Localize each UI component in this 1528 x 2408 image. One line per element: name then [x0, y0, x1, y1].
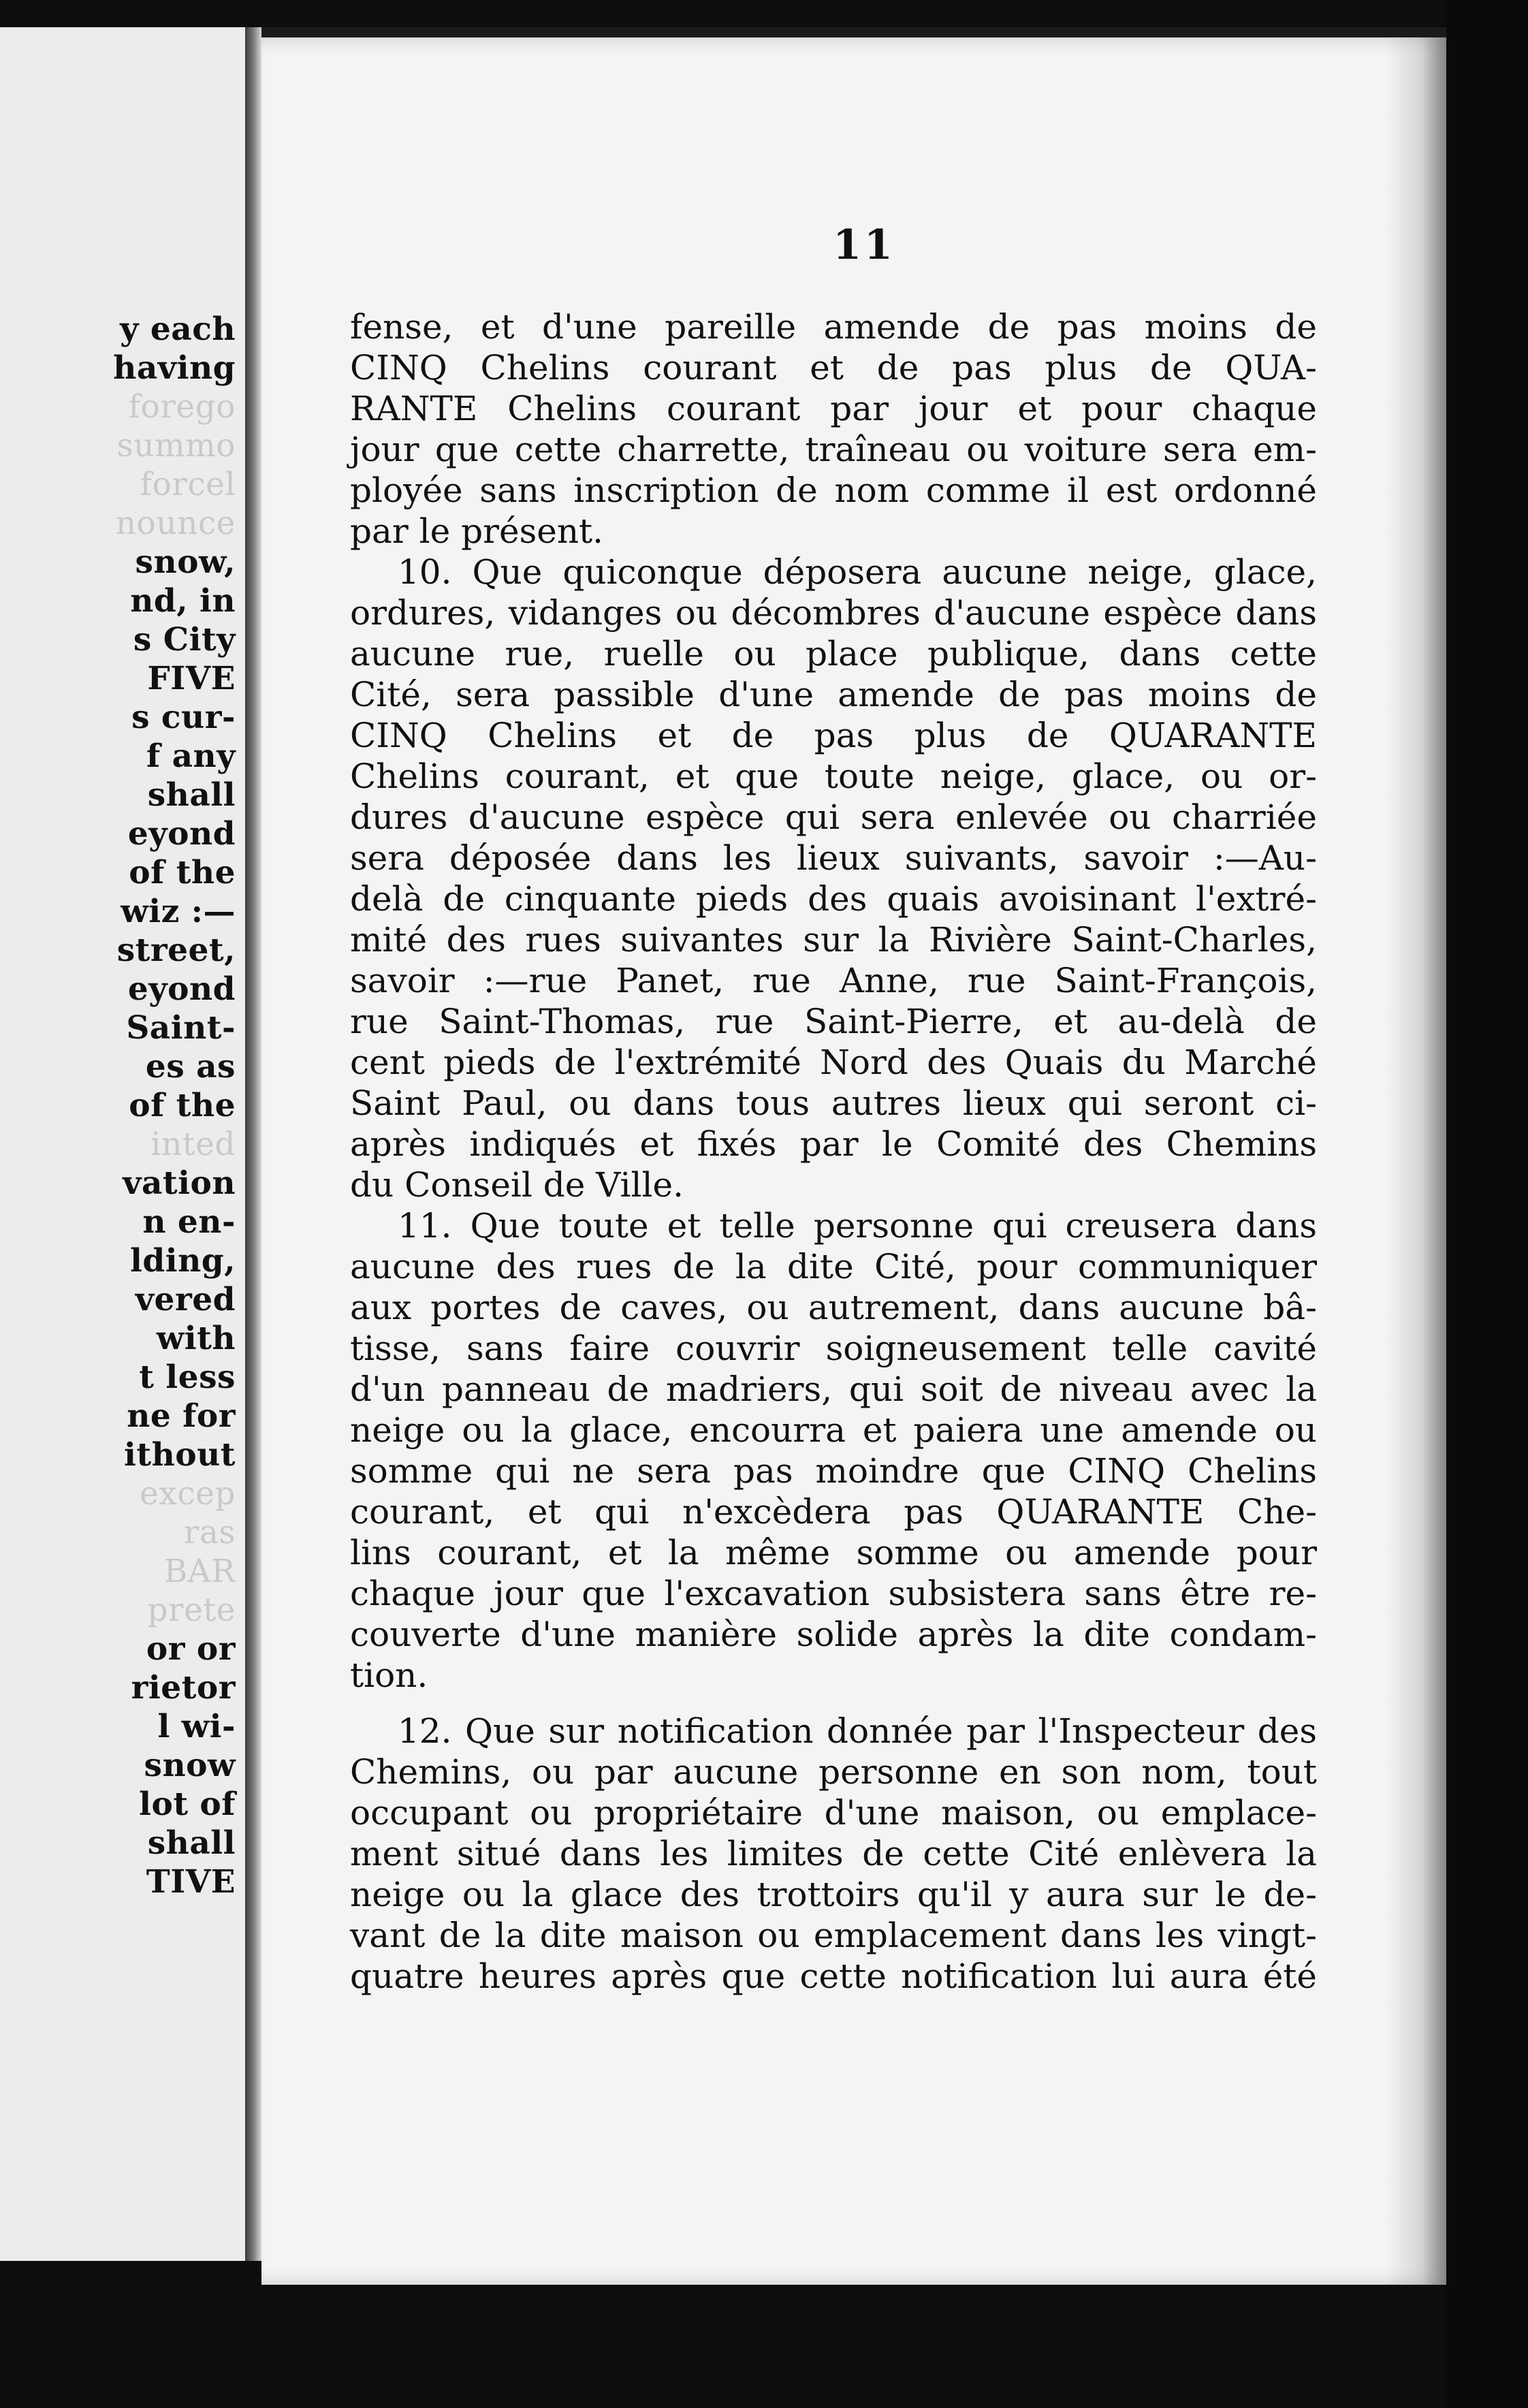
scan-border-top	[0, 0, 1528, 27]
left-page-line: summo	[116, 427, 236, 464]
body-text	[350, 306, 1317, 1997]
text-line: aux portes de caves, ou autrement, dans aucune bâ-	[350, 1288, 1317, 1327]
left-page-line: nounce	[115, 505, 236, 542]
text-line: fense, et d'une pareille amende de pas moins de	[350, 307, 1317, 347]
left-page-line: ithout	[124, 1436, 236, 1474]
text-line: par le présent.	[350, 511, 604, 551]
text-line: mité des rues suivantes sur la Rivière Saint-Charles,	[350, 920, 1317, 960]
page-number: 11	[833, 221, 895, 269]
left-page-text	[113, 310, 236, 1901]
left-page-line: t less	[139, 1359, 236, 1396]
text-line: neige ou la glace des trottoirs qu'il y aura sur le de-	[350, 1875, 1317, 1914]
left-page-line: street,	[116, 932, 236, 969]
left-page-line: eyond	[127, 815, 236, 853]
text-line: quatre heures après que cette notification lui aura été	[350, 1956, 1317, 1996]
text-line: après indiqués et fixés par le Comité des Chemins	[350, 1124, 1317, 1164]
text-line: 11. Que toute et telle personne qui creusera dans	[398, 1206, 1317, 1246]
text-line: cent pieds de l'extrémité Nord des Quais du Marché	[350, 1043, 1317, 1082]
text-line: RANTE Chelins courant par jour et pour chaque	[350, 389, 1317, 428]
left-page-line: y each	[120, 311, 236, 348]
left-page-line: l wi-	[157, 1708, 236, 1745]
text-line: couverte d'une manière solide après la dite condam-	[350, 1615, 1317, 1654]
text-line: somme qui ne sera pas moindre que CINQ Chelins	[350, 1451, 1317, 1491]
text-line: 12. Que sur notification donnée par l'Inspecteur des	[398, 1711, 1317, 1751]
left-page-line: Saint-	[126, 1009, 236, 1047]
text-line: 10. Que quiconque déposera aucune neige, glace,	[398, 552, 1317, 592]
text-line: aucune rue, ruelle ou place publique, dans cette	[350, 634, 1317, 674]
text-line: chaque jour que l'excavation subsistera sans être re-	[350, 1574, 1317, 1613]
left-page-line: vered	[135, 1281, 236, 1318]
left-page-line: nd, in	[130, 582, 236, 620]
left-page-line: BAR	[163, 1553, 236, 1590]
left-page-line: forcel	[140, 466, 236, 503]
text-line: CINQ Chelins courant et de pas plus de QUA-	[350, 348, 1317, 387]
left-page-line: rietor	[131, 1669, 236, 1707]
left-page-line: ne for	[127, 1397, 236, 1435]
left-page-line: vation	[123, 1165, 236, 1202]
left-page-line: ras	[183, 1514, 236, 1551]
left-page-line: having	[113, 349, 236, 387]
left-page-line: snow	[144, 1747, 236, 1784]
main-page	[261, 37, 1446, 2285]
text-line: courant, et qui n'excèdera pas QUARANTE Che-	[350, 1492, 1317, 1532]
left-page-line: s cur-	[131, 699, 236, 736]
left-page-line: or or	[146, 1630, 236, 1668]
left-page-line: prete	[147, 1591, 236, 1629]
book-spine	[245, 27, 261, 2261]
text-line: neige ou la glace, encourra et paiera une amende ou	[350, 1410, 1317, 1450]
left-page-line: of the	[129, 1087, 236, 1124]
left-page-line: eyond	[127, 970, 236, 1008]
left-page-line: shall	[147, 1824, 236, 1862]
text-line: ployée sans inscription de nom comme il est ordonné	[350, 471, 1317, 510]
text-line: CINQ Chelins et de pas plus de QUARANTE	[350, 716, 1317, 755]
page-edge-shadow	[1385, 37, 1446, 2285]
left-page-line: of the	[129, 854, 236, 891]
text-line: tion.	[350, 1656, 428, 1695]
text-line: sera déposée dans les lieux suivants, savoir :—Au-	[350, 838, 1317, 878]
text-line: savoir :—rue Panet, rue Anne, rue Saint-François,	[350, 961, 1317, 1000]
text-line: delà de cinquante pieds des quais avoisinant l'extré-	[350, 879, 1317, 919]
left-page-line: forego	[128, 388, 236, 426]
text-line: ment situé dans les limites de cette Cité enlèvera la	[350, 1834, 1317, 1873]
left-page-line: lding,	[130, 1242, 236, 1280]
text-line: aucune des rues de la dite Cité, pour communiquer	[350, 1247, 1317, 1286]
left-page-line: es as	[145, 1048, 236, 1086]
left-page-line: shall	[147, 776, 236, 814]
text-line: jour que cette charrette, traîneau ou voiture sera em-	[350, 430, 1317, 469]
left-page-line: n en-	[142, 1203, 236, 1241]
text-line: dures d'aucune espèce qui sera enlevée ou charriée	[350, 797, 1317, 837]
left-facing-page	[0, 27, 252, 2261]
text-line: d'un panneau de madriers, qui soit de niveau avec la	[350, 1369, 1317, 1409]
left-page-line: TIVE	[146, 1863, 236, 1901]
text-line: tisse, sans faire couvrir soigneusement telle cavité	[350, 1329, 1317, 1368]
left-page-line: wiz :—	[121, 893, 236, 930]
text-line: occupant ou propriétaire d'une maison, ou emplace-	[350, 1793, 1317, 1833]
text-line: Chelins courant, et que toute neige, glace, ou or-	[350, 757, 1317, 796]
text-line: Chemins, ou par aucune personne en son nom, tout	[350, 1752, 1317, 1792]
left-page-line: lot of	[139, 1786, 236, 1823]
left-page-line: f any	[146, 738, 236, 775]
text-line: Cité, sera passible d'une amende de pas moins de	[350, 675, 1317, 714]
text-line: Saint Paul, ou dans tous autres lieux qui seront ci-	[350, 1083, 1317, 1123]
scan-border-right	[1446, 0, 1528, 2408]
left-page-line: FIVE	[147, 660, 236, 697]
left-page-line: snow,	[135, 543, 236, 581]
text-line: ordures, vidanges ou décombres d'aucune espèce dans	[350, 593, 1317, 633]
text-line: rue Saint-Thomas, rue Saint-Pierre, et au-delà de	[350, 1002, 1317, 1041]
left-page-line: excep	[139, 1475, 236, 1512]
text-line: du Conseil de Ville.	[350, 1165, 684, 1205]
left-page-line: with	[156, 1320, 236, 1357]
left-page-line: inted	[150, 1126, 236, 1163]
left-page-line: s City	[133, 621, 236, 659]
text-line: lins courant, et la même somme ou amende pour	[350, 1533, 1317, 1572]
text-line: vant de la dite maison ou emplacement dans les vingt-	[350, 1916, 1317, 1955]
